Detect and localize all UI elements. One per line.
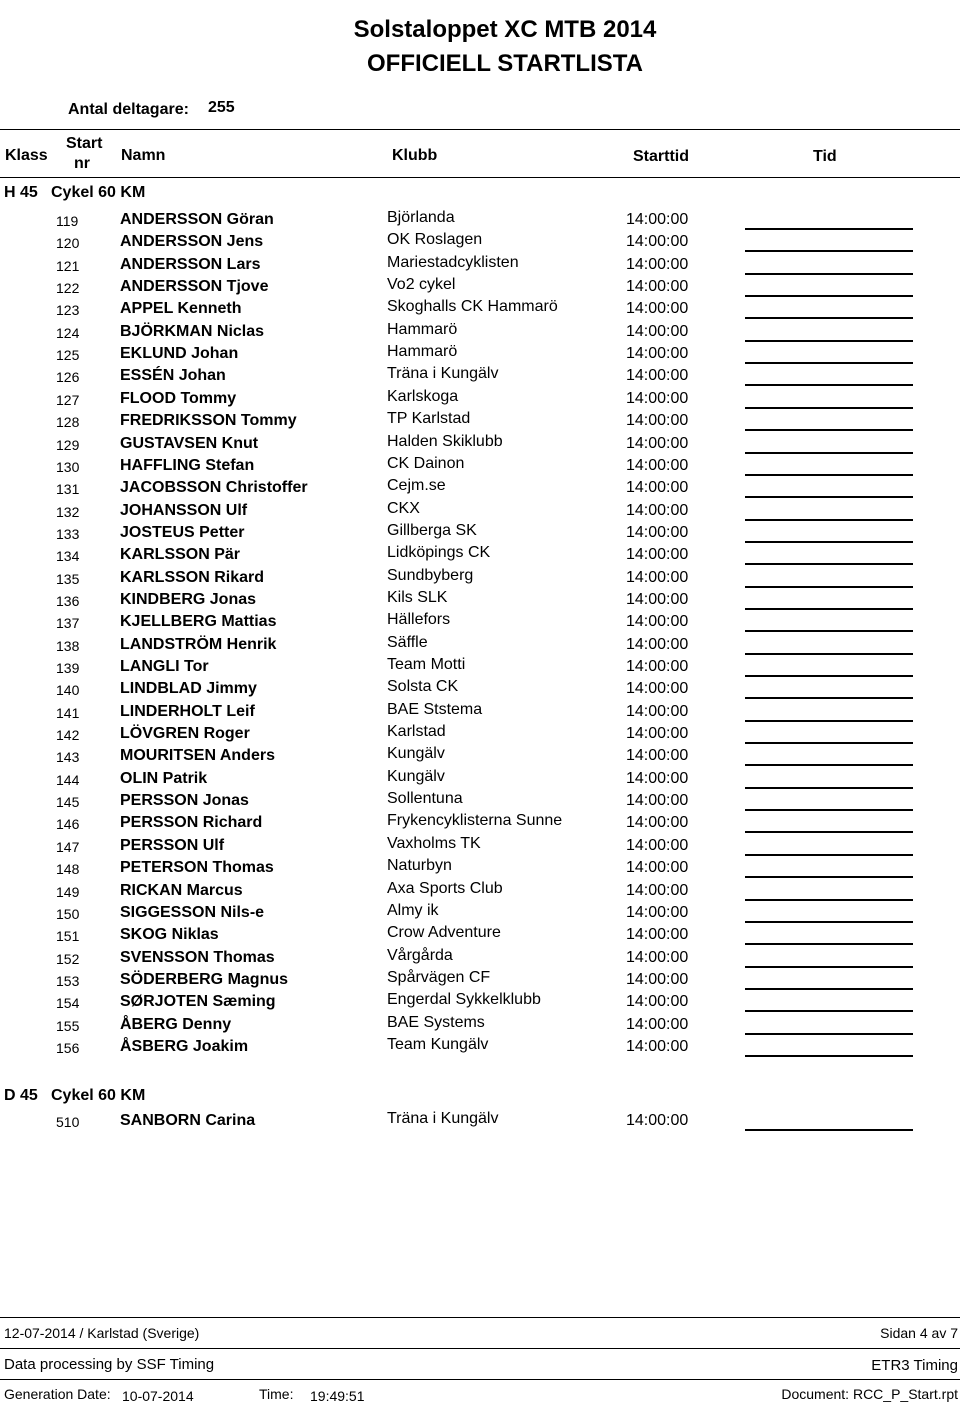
club-name: Hällefors [387, 611, 451, 629]
entry-row [0, 345, 960, 367]
finish-time-blank [745, 362, 913, 364]
start-number: 149 [56, 883, 80, 900]
club-name: Mariestadcyklisten [387, 253, 519, 271]
start-time: 14:00:00 [626, 881, 689, 899]
entry-row [0, 211, 960, 233]
entry-row [0, 946, 960, 971]
club-name: Halden Skiklubb [387, 432, 503, 450]
start-time: 14:00:00 [626, 1112, 689, 1129]
start-time: 14:00:00 [626, 367, 689, 385]
start-time: 14:00:00 [626, 747, 689, 765]
list-subtitle: OFFICIELL STARTLISTA [367, 50, 643, 77]
finish-time-blank [745, 966, 913, 968]
rider-name: MOURITSEN Anders [120, 747, 275, 765]
start-time: 14:00:00 [626, 211, 689, 228]
footer-generation-label: Generation Date: [4, 1386, 111, 1402]
start-number: 153 [56, 972, 80, 989]
start-number: 140 [56, 682, 80, 699]
rider-name: ANDERSSON Jens [120, 233, 264, 251]
start-number: 126 [56, 369, 80, 386]
start-number: 147 [56, 838, 80, 855]
rider-name: LINDBLAD Jimmy [120, 680, 257, 698]
finish-time-blank [745, 384, 913, 386]
finish-time-blank [745, 764, 913, 766]
rider-name: ÅSBERG Joakim [120, 1037, 249, 1055]
start-time: 14:00:00 [626, 479, 689, 497]
footer-top-rule [0, 1317, 960, 1318]
club-name: Vo2 cykel [387, 276, 456, 294]
footer-system: ETR3 Timing [871, 1357, 958, 1374]
entry-row [0, 253, 960, 278]
finish-time-blank [745, 787, 913, 789]
footer-time-value: 19:49:51 [310, 1388, 365, 1404]
start-time: 14:00:00 [626, 792, 689, 810]
club-name: Almy ik [387, 901, 439, 919]
entry-row [0, 680, 960, 702]
start-time: 14:00:00 [626, 546, 689, 564]
start-number: 123 [56, 302, 80, 319]
footer-data-processing: Data processing by SSF Timing [4, 1356, 215, 1373]
club-name: Vårgårda [387, 946, 453, 964]
rider-name: LINDERHOLT Leif [120, 702, 255, 720]
start-number: 143 [56, 749, 80, 766]
entry-row [0, 747, 960, 769]
rider-name: PERSSON Ulf [120, 836, 225, 854]
start-number: 120 [56, 235, 80, 252]
entry-row [0, 879, 960, 904]
start-time: 14:00:00 [626, 970, 689, 988]
club-name: Säffle [387, 633, 428, 651]
club-name: Team Kungälv [387, 1035, 489, 1053]
start-number: 135 [56, 570, 80, 587]
col-header-tid: Tid [813, 148, 837, 165]
start-number: 128 [56, 414, 80, 431]
start-time: 14:00:00 [626, 456, 689, 474]
footer-date-place: 12-07-2014 / Karlstad (Sverige) [4, 1325, 200, 1341]
start-number: 154 [56, 995, 80, 1012]
finish-time-blank [745, 1055, 913, 1057]
entry-row [0, 901, 960, 926]
finish-time-blank [745, 340, 913, 342]
finish-time-blank [745, 250, 913, 252]
finish-time-blank [745, 1010, 913, 1012]
entry-row [0, 926, 960, 948]
start-number: 136 [56, 592, 80, 609]
entry-row [0, 1112, 960, 1134]
rider-name: RICKAN Marcus [120, 881, 243, 899]
rider-name: KINDBERG Jonas [120, 590, 257, 608]
start-number: 132 [56, 503, 80, 520]
club-name: Karlskoga [387, 387, 459, 405]
club-name: Sundbyberg [387, 566, 474, 584]
start-time: 14:00:00 [626, 1037, 689, 1055]
finish-time-blank [745, 563, 913, 565]
header-bottom-rule [0, 177, 960, 178]
finish-time-blank [745, 675, 913, 677]
finish-time-blank [745, 1033, 913, 1035]
start-number: 124 [56, 324, 80, 341]
entry-row [0, 633, 960, 658]
club-name: Kils SLK [387, 588, 448, 606]
rider-name: GUSTAVSEN Knut [120, 434, 259, 452]
finish-time-blank [745, 630, 913, 632]
entry-row [0, 278, 960, 300]
rider-name: JOHANSSON Ulf [120, 501, 248, 519]
entry-row [0, 387, 960, 412]
finish-time-blank [745, 943, 913, 945]
entry-row [0, 588, 960, 613]
finish-time-blank [745, 273, 913, 275]
start-number: 138 [56, 637, 80, 654]
class-category: Cykel 60 KM [51, 184, 146, 201]
start-time: 14:00:00 [626, 233, 689, 251]
club-name: Crow Adventure [387, 924, 501, 942]
entry-row [0, 613, 960, 635]
start-number: 137 [56, 615, 80, 632]
rider-name: ANDERSSON Lars [120, 255, 261, 273]
club-name: Kungälv [387, 767, 445, 785]
start-time: 14:00:00 [626, 613, 689, 631]
entry-row [0, 792, 960, 814]
rider-name: JOSTEUS Petter [120, 523, 245, 541]
finish-time-blank [745, 541, 913, 543]
rider-name: PERSSON Jonas [120, 792, 249, 810]
start-time: 14:00:00 [626, 702, 689, 720]
start-number: 133 [56, 525, 80, 542]
footer-page-number: Sidan 4 av 7 [880, 1325, 958, 1341]
finish-time-blank [745, 429, 913, 431]
start-number: 131 [56, 481, 80, 498]
rider-name: SVENSSON Thomas [120, 948, 275, 966]
participants-label: Antal deltagare: [68, 101, 189, 118]
entry-row [0, 859, 960, 881]
start-number: 150 [56, 905, 80, 922]
entry-row [0, 1013, 960, 1038]
start-time: 14:00:00 [626, 903, 689, 921]
finish-time-blank [745, 854, 913, 856]
start-number: 144 [56, 771, 80, 788]
start-number: 127 [56, 391, 80, 408]
start-time: 14:00:00 [626, 278, 689, 296]
club-name: Vaxholms TK [387, 834, 481, 852]
finish-time-blank [745, 1129, 913, 1131]
finish-time-blank [745, 608, 913, 610]
start-time: 14:00:00 [626, 590, 689, 608]
rider-name: ESSÉN Johan [120, 367, 226, 385]
entry-row [0, 300, 960, 322]
club-name: Team Motti [387, 656, 466, 673]
entry-row [0, 233, 960, 255]
start-number: 139 [56, 660, 80, 676]
rider-name: BJÖRKMAN Niclas [120, 322, 265, 340]
club-name: BAE Ststema [387, 700, 483, 718]
entry-row [0, 993, 960, 1015]
rider-name: KARLSSON Pär [120, 546, 241, 564]
start-number: 156 [56, 1039, 80, 1056]
club-name: Frykencyklisterna Sunne [387, 812, 563, 830]
footer-bottom-rule [0, 1379, 960, 1380]
rider-name: APPEL Kenneth [120, 300, 242, 318]
col-header-nr: nr [74, 155, 90, 172]
finish-time-blank [745, 474, 913, 476]
entry-row [0, 814, 960, 836]
finish-time-blank [745, 295, 913, 297]
club-name: CK Dainon [387, 454, 465, 472]
start-number: 152 [56, 950, 80, 967]
club-name: Spårvägen CF [387, 968, 491, 986]
entry-row [0, 479, 960, 501]
finish-time-blank [745, 586, 913, 588]
col-header-starttid: Starttid [633, 148, 689, 165]
class-label: H 45 [4, 184, 38, 201]
club-name: Naturbyn [387, 857, 452, 875]
rider-name: EKLUND Johan [120, 345, 239, 363]
entry-row [0, 834, 960, 859]
start-number: 510 [56, 1114, 80, 1130]
rider-name: SKOG Niklas [120, 926, 219, 944]
rider-name: SIGGESSON Nils-e [120, 903, 265, 921]
footer-generation-date: 10-07-2014 [122, 1388, 194, 1404]
rider-name: PERSSON Richard [120, 814, 263, 832]
finish-time-blank [745, 899, 913, 901]
start-time: 14:00:00 [626, 859, 689, 877]
club-name: Gillberga SK [387, 521, 477, 539]
finish-time-blank [745, 407, 913, 409]
entry-row [0, 658, 960, 680]
start-number: 129 [56, 436, 80, 453]
club-name: Hammarö [387, 343, 458, 361]
entry-row [0, 767, 960, 792]
finish-time-blank [745, 876, 913, 878]
club-name: Karlstad [387, 723, 446, 741]
start-time: 14:00:00 [626, 322, 689, 340]
finish-time-blank [745, 921, 913, 923]
start-time: 14:00:00 [626, 434, 689, 452]
finish-time-blank [745, 697, 913, 699]
start-number: 122 [56, 280, 80, 297]
start-number: 142 [56, 727, 80, 744]
club-name: CKX [387, 499, 420, 517]
club-name: BAE Systems [387, 1013, 485, 1031]
footer-mid-rule [0, 1348, 960, 1349]
entry-row [0, 432, 960, 457]
entry-row [0, 320, 960, 345]
finish-time-blank [745, 831, 913, 833]
rider-name: SANBORN Carina [120, 1112, 256, 1129]
entry-row [0, 454, 960, 479]
finish-time-blank [745, 228, 913, 230]
rider-name: FREDRIKSSON Tommy [120, 412, 297, 430]
rider-name: LANDSTRÖM Henrik [120, 635, 277, 653]
club-name: Träna i Kungälv [387, 365, 499, 383]
finish-time-blank [745, 452, 913, 454]
start-number: 151 [56, 928, 80, 945]
finish-time-blank [745, 720, 913, 722]
start-number: 145 [56, 794, 80, 811]
finish-time-blank [745, 809, 913, 811]
start-time: 14:00:00 [626, 635, 689, 653]
club-name: Björlanda [387, 209, 455, 226]
finish-time-blank [745, 988, 913, 990]
start-number: 130 [56, 458, 80, 475]
start-number: 121 [56, 257, 80, 274]
start-time: 14:00:00 [626, 389, 689, 407]
start-time: 14:00:00 [626, 769, 689, 787]
club-name: Sollentuna [387, 790, 463, 808]
finish-time-blank [745, 317, 913, 319]
entry-row [0, 367, 960, 389]
start-time: 14:00:00 [626, 993, 689, 1011]
rider-name: KARLSSON Rikard [120, 568, 265, 586]
entry-row [0, 700, 960, 725]
start-time: 14:00:00 [626, 412, 689, 430]
start-time: 14:00:00 [626, 680, 689, 698]
club-name: Hammarö [387, 320, 458, 338]
rider-name: ANDERSSON Göran [120, 211, 274, 228]
rider-name: SÖDERBERG Magnus [120, 970, 289, 988]
finish-time-blank [745, 653, 913, 655]
club-name: Kungälv [387, 745, 445, 763]
rider-name: SØRJOTEN Sæming [120, 993, 276, 1011]
start-number: 125 [56, 347, 80, 364]
start-time: 14:00:00 [626, 926, 689, 944]
start-number: 148 [56, 861, 80, 878]
rider-name: HAFFLING Stefan [120, 456, 255, 474]
finish-time-blank [745, 742, 913, 744]
class-label: D 45 [4, 1087, 38, 1104]
club-name: Träna i Kungälv [387, 1110, 499, 1127]
rider-name: JACOBSSON Christoffer [120, 479, 308, 497]
start-number: 134 [56, 548, 80, 565]
start-time: 14:00:00 [626, 523, 689, 541]
club-name: Cejm.se [387, 477, 446, 495]
start-time: 14:00:00 [626, 836, 689, 854]
rider-name: LÖVGREN Roger [120, 725, 250, 743]
entry-row [0, 725, 960, 747]
start-time: 14:00:00 [626, 255, 689, 273]
header-top-rule [0, 129, 960, 130]
club-name: Lidköpings CK [387, 544, 491, 562]
club-name: Engerdal Sykkelklubb [387, 991, 541, 1009]
footer-document: Document: RCC_P_Start.rpt [781, 1386, 958, 1402]
entry-row [0, 521, 960, 546]
finish-time-blank [745, 496, 913, 498]
start-time: 14:00:00 [626, 300, 689, 318]
club-name: Axa Sports Club [387, 879, 503, 897]
entry-row [0, 412, 960, 434]
entry-row [0, 546, 960, 568]
start-time: 14:00:00 [626, 501, 689, 519]
start-number: 146 [56, 816, 80, 833]
club-name: Skoghalls CK Hammarö [387, 298, 558, 316]
rider-name: PETERSON Thomas [120, 859, 274, 877]
club-name: OK Roslagen [387, 231, 483, 249]
start-number: 119 [56, 213, 79, 229]
start-time: 14:00:00 [626, 345, 689, 363]
rider-name: LANGLI Tor [120, 658, 209, 675]
start-time: 14:00:00 [626, 568, 689, 586]
start-number: 155 [56, 1017, 80, 1034]
col-header-klubb: Klubb [392, 147, 438, 164]
start-time: 14:00:00 [626, 948, 689, 966]
rider-name: ANDERSSON Tjove [120, 278, 269, 296]
rider-name: OLIN Patrik [120, 769, 208, 787]
entry-row [0, 968, 960, 993]
rider-name: KJELLBERG Mattias [120, 613, 277, 631]
rider-name: ÅBERG Denny [120, 1015, 232, 1033]
participants-count: 255 [208, 99, 235, 116]
start-time: 14:00:00 [626, 1015, 689, 1033]
class-category: Cykel 60 KM [51, 1087, 146, 1104]
club-name: Solsta CK [387, 678, 459, 696]
entry-row [0, 499, 960, 524]
entry-row [0, 566, 960, 591]
col-header-start: Start [66, 135, 103, 152]
col-header-namn: Namn [121, 147, 166, 164]
start-time: 14:00:00 [626, 814, 689, 832]
start-time: 14:00:00 [626, 725, 689, 743]
footer-time-label: Time: [259, 1386, 294, 1402]
start-number: 141 [56, 704, 80, 721]
club-name: TP Karlstad [387, 410, 471, 428]
start-time: 14:00:00 [626, 658, 689, 675]
col-header-klass: Klass [5, 147, 48, 164]
finish-time-blank [745, 519, 913, 521]
rider-name: FLOOD Tommy [120, 389, 237, 407]
event-title: Solstaloppet XC MTB 2014 [353, 16, 657, 43]
entry-row [0, 1035, 960, 1060]
